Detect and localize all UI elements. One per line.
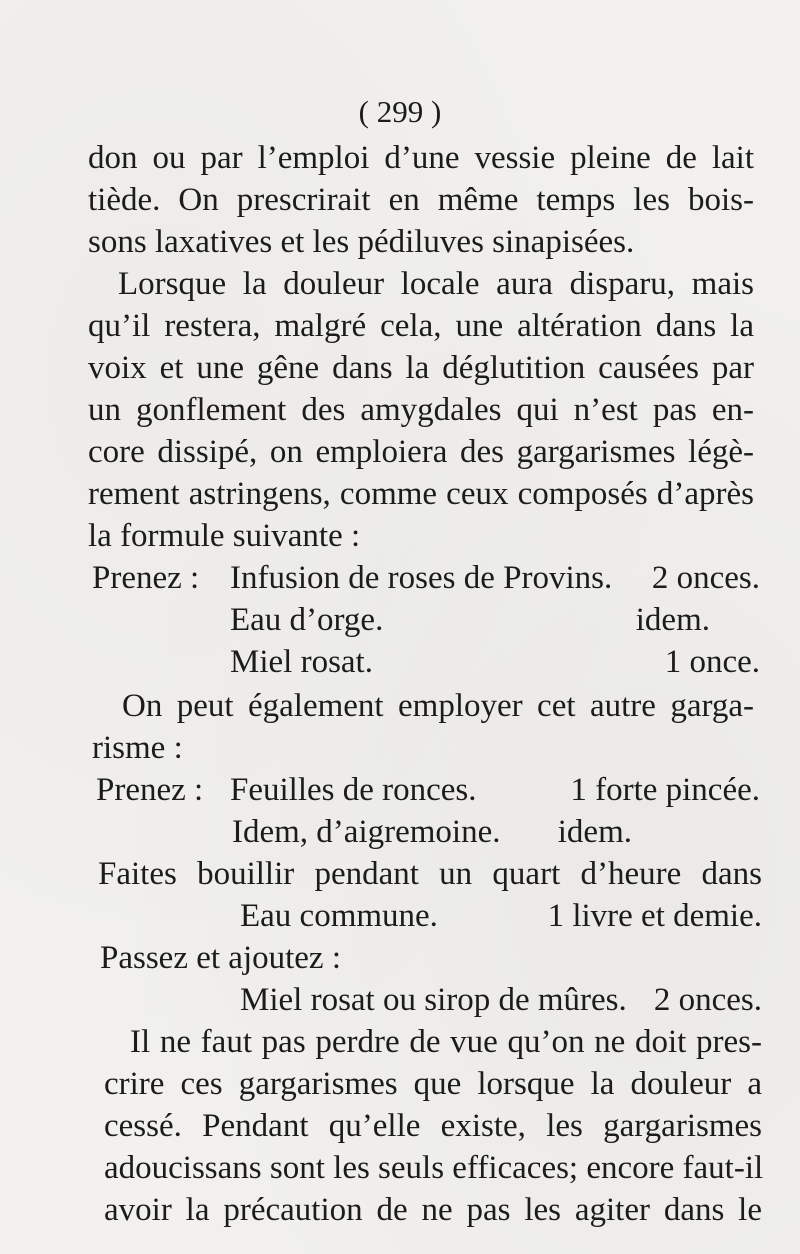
text-line: Faites bouillir pendant un quart d’heure dans xyxy=(98,856,762,892)
recipe-prenez: Prenez : xyxy=(92,560,200,596)
text-line: tiède. On prescrirait en même temps les bois- xyxy=(88,182,754,218)
recipe-item-qty: 1 once. xyxy=(664,644,760,680)
text-line: don ou par l’emploi d’une vessie pleine de lait xyxy=(88,140,754,176)
text-line: core dissipé, on emploiera des gargarismes légè- xyxy=(88,434,754,470)
text-line: sons laxatives et les pédiluves sinapisées. xyxy=(88,224,635,260)
recipe-item-qty: idem. xyxy=(635,602,710,638)
text-line: un gonflement des amygdales qui n’est pas en- xyxy=(88,392,754,428)
recipe-item-name: Idem, d’aigremoine. xyxy=(232,814,501,850)
recipe-item-qty: idem. xyxy=(557,814,632,850)
recipe-item-name: Miel rosat. xyxy=(230,644,373,680)
recipe-item-qty: 2 onces. xyxy=(653,982,762,1018)
text-line: risme : xyxy=(92,730,183,766)
text-line: voix et une gêne dans la déglutition causées par xyxy=(88,350,754,386)
text-line: qu’il restera, malgré cela, une altération dans la xyxy=(88,308,754,344)
recipe-item-name: Miel rosat ou sirop de mûres. xyxy=(240,982,627,1018)
recipe-item-qty: 1 livre et demie. xyxy=(547,898,762,934)
text-line: Lorsque la douleur locale aura disparu, mais xyxy=(118,266,754,302)
text-line: avoir la précaution de ne pas les agiter dans le xyxy=(104,1192,762,1228)
recipe-item-name: Feuilles de ronces. xyxy=(230,772,477,808)
text-line: la formule suivante : xyxy=(88,518,361,554)
text-line: rement astringens, comme ceux composés d’après xyxy=(88,476,754,512)
recipe-item-qty: 2 onces. xyxy=(651,560,760,596)
recipe-item-name: Eau commune. xyxy=(240,898,438,934)
recipe-item-qty: 1 forte pincée. xyxy=(570,772,760,808)
text-line: Il ne faut pas perdre de vue qu’on ne doit pres- xyxy=(130,1024,762,1060)
page-number: ( 299 ) xyxy=(358,94,442,129)
recipe-item-name: Eau d’orge. xyxy=(230,602,384,638)
recipe-item-name: Infusion de roses de Provins. xyxy=(230,560,613,596)
text-line: crire ces gargarismes que lorsque la douleur a xyxy=(104,1066,762,1102)
text-line: cessé. Pendant qu’elle existe, les gargarismes xyxy=(104,1108,762,1144)
text-line: On peut également employer cet autre garga- xyxy=(122,688,754,724)
recipe-prenez: Prenez : xyxy=(96,772,204,808)
text-line: adoucissans sont les seuls efficaces; encore faut-il xyxy=(104,1150,764,1186)
text-line: Passez et ajoutez : xyxy=(100,940,341,976)
